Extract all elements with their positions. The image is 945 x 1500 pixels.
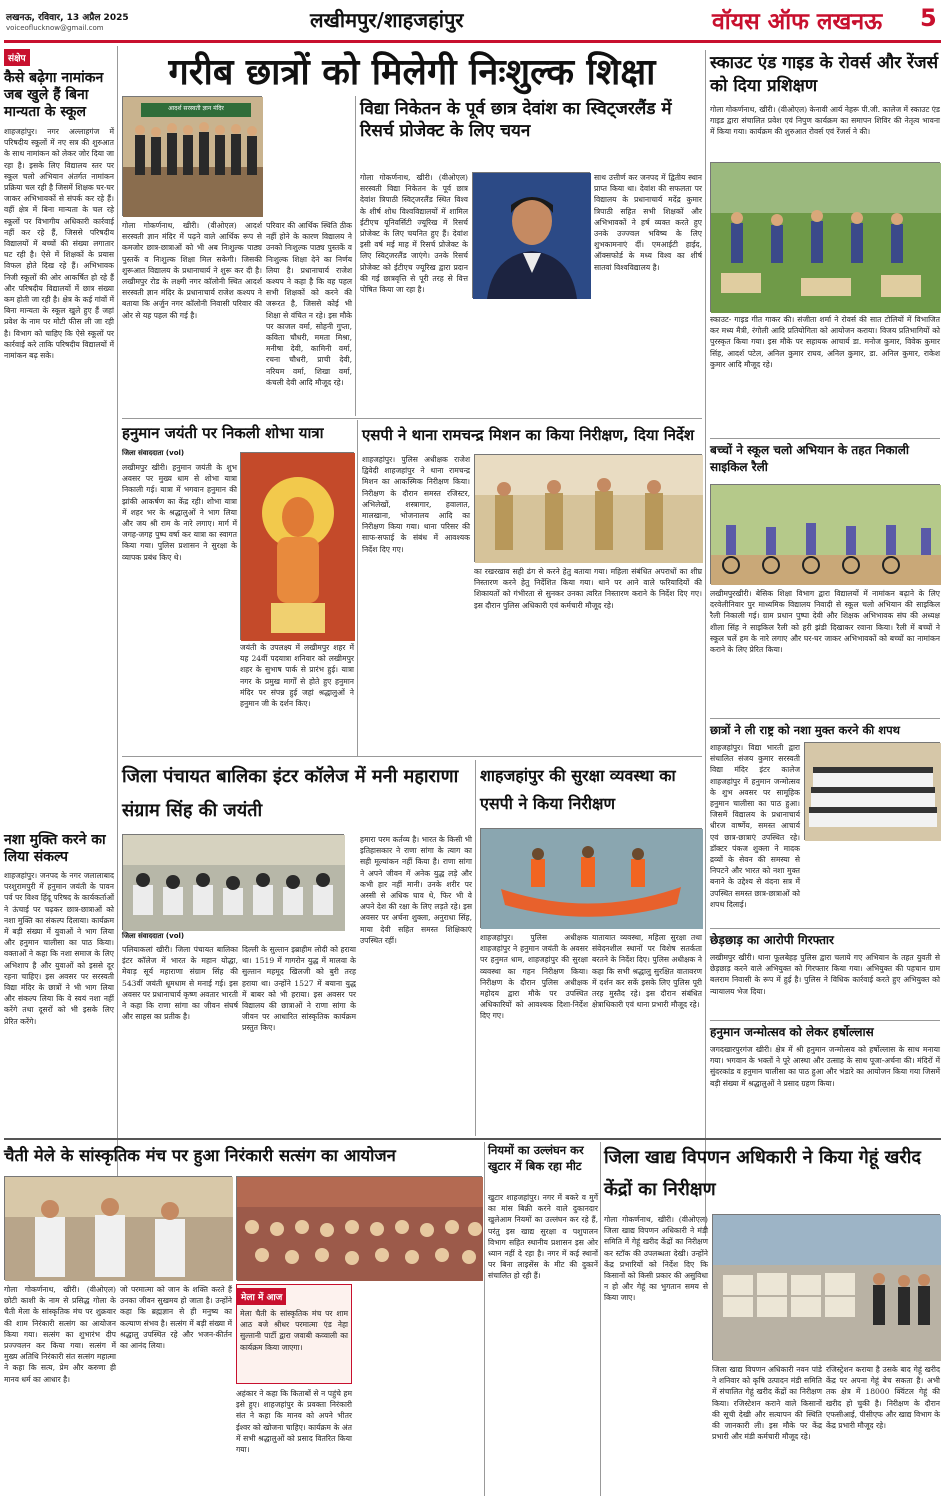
chaiti-photo-2 xyxy=(236,1176,482,1280)
portrait-photo xyxy=(472,172,590,298)
suraksha-headline: शाहजहांपुर की सुरक्षा व्यवस्था का एसपी ने किया निरीक्षण xyxy=(480,766,676,813)
col-rule-3 xyxy=(705,50,706,1236)
cycle-photo xyxy=(710,484,940,584)
rule-chhed xyxy=(710,1020,940,1021)
nasha-body: शाहजहांपुर। विद्या भारती द्वारा संचालित संजय कुमार सरस्वती विद्या मंदिर इंटर कालेज शाहजहांपुर में हनुमान जन्मोत्सव के शुभ अवसर पर सामूहिक हनुमान चालीसा का पाठ हुआ। जिसमें विद्यालय के प्रधानाचार्य धीरज वार्ष्णेय, समस्त आचार्य एवं छात्र-छात्राएं उपस्थित रहे। डॉक्टर पंकज शुक्ला ने मादक द्रव्यों के सेवन की समस्या से निपटने और भारत को नशा मुक्त बनाने के उद्देश्य से वंदना सत्र में उपस्थित समस्त छात्र-छात्राओं को शपथ दिलाई। xyxy=(710,743,800,909)
rule-nasha xyxy=(710,928,940,929)
col-rule-1 xyxy=(117,46,118,1232)
hanuman-photo xyxy=(240,452,354,640)
school-banner-label: आदर्श सरस्वती ज्ञान मंदिर xyxy=(168,105,224,112)
masthead-rule xyxy=(4,40,941,43)
sp-ram-body-2: का रखरखाव सही ढंग से करने हेतु बताया गया। महिला संबंधित अपराधों का शीघ्र निस्तारण करने हेतु निर्देशित किया गया। थाने पर आने वाले फरियादियों की शिकायतों को गंभीरता से सुनकर उनका त्वरित निस्तारण कराने के निर्देश दिए गए। इस दौरान पुलिस अधिकारी एवं कर्मचारी मौजूद रहे। xyxy=(474,567,702,610)
shobha-headline: हनुमान जयंती पर निकली शोभा यात्रा xyxy=(122,424,324,442)
chaiti-photo-1 xyxy=(4,1176,232,1280)
col-rule-mid-2 xyxy=(475,760,476,1136)
col-rule-mid xyxy=(357,420,358,756)
email: voiceoflucknow@gmail.com xyxy=(6,24,104,32)
hanjanm-headline: हनुमान जन्मोत्सव को लेकर हर्षोल्लास xyxy=(710,1025,874,1039)
chaiti-body-3: अहंकार ने कहा कि किताबों से न पहुंचे हम इसे हुए। शाहजहांपुर के प्रवक्ता निरंकारी संत ने कहा कि मानव को अपने भीतर ईश्वर को खोजना चाहिए। कार्यक्रम के अंत में सभी श्रद्धालुओं को प्रसाद वितरित किया गया। xyxy=(236,1389,352,1455)
chaiti-body-2: जो परमात्मा को जान के शक्ति करते हैं उनका जीवन सुखमय हो जाता है। उन्होंने कहा कि ब्रह्मज्ञान से ही मनुष्य का कल्याण संभव है। सत्संग में बड़ी संख्या में श्रद्धालु उपस्थित रहे और भजन-कीर्तन का आनंद लिया। xyxy=(120,1285,232,1351)
cycle-headline: बच्चों ने स्कूल चलो अभियान के तहत निकाली साइकिल रैली xyxy=(710,443,909,474)
page-number: 5 xyxy=(920,4,937,32)
chaiti-headline: चैती मेले के सांस्कृतिक मंच पर हुआ निरंकारी सत्संग का आयोजन xyxy=(4,1146,396,1165)
gehu-body-3: रजिस्ट्रेशन कराया है उसके बाद गेहूं खरीद केंद्र पर अपना गेहूं बेच सकता है। अभी तक क्षेत्र में 18000 क्विंटल गेहूं की खरीद हो चुकी है। निरीक्षण के दौरान एफसीआई, पीसीएफ और खाद्य विभाग के केंद्र प्रभारी मौजूद रहे। xyxy=(826,1365,940,1431)
meat-headline: नियमों का उल्लंघन कर खुटार में बिक रहा मीट xyxy=(488,1143,584,1173)
swiss-body-1: गोला गोकर्णनाथ, खीरी। (वीओएल) सरस्वती विद्या निकेतन के पूर्व छात्र देवांश त्रिपाठी स्विट्जरलैंड स्थित विश्व के शीर्ष शोध विश्वविद्यालयों में शामिल ईटीएच यूनिवर्सिटी ज्यूरिख में रिसर्च प्रोजेक्ट के लिए चयनित हुए हैं। देवांश इसी वर्ष मई माह में रिसर्च प्रोजेक्ट के लिए स्विट्जरलैंड जाएंगे। उनके रिसर्च प्रोजेक्ट को ईटीएच ज्यूरिख द्वारा प्रदान की गई छात्रवृत्ति से पूरी तरह से वित्त पोषित किया जा रहा है। xyxy=(360,173,468,295)
lead-headline: गरीब छात्रों को मिलेगी निःशुल्क शिक्षा xyxy=(168,52,656,93)
school-photo xyxy=(122,96,262,216)
mela-tag: मेला में आज xyxy=(237,1288,286,1305)
sangram-photo xyxy=(122,834,344,930)
lead-body-2: परिवार की आर्थिक स्थिति ठीक नहीं होने के कारण विद्यालय ने उनको निःशुल्क पाठ्य पुस्तकें व निःशुल्क शिक्षा देने का निर्णय लिया है। प्रधानाचार्य राजेश कश्यप ने कहा है कि वह पहल सभी शिक्षकों को करने की जरूरत है, जिससे कोई भी शिक्षा से वंचित न रहे। इस मौके पर काजल वर्मा, सोहनी गुप्ता, कविता चौधरी, ममता मिश्रा, मनीषा देवी, कामिनी वर्मा, रचना चौधरी, प्राची देवी, नरियम वर्मा, शिखा वर्मा, कंचली देवी आदि मौजूद रहे। xyxy=(266,221,352,387)
brief-headline-1: कैसे बढ़ेगा नामांकन जब खुले हैं बिना मान्यता के स्कूल xyxy=(4,70,104,120)
police-photo xyxy=(474,454,702,562)
nasha-photo xyxy=(804,742,940,840)
col-rule-bottom-1 xyxy=(484,1142,485,1496)
suraksha-body-2: यातायात व्यवस्था, महिला सुरक्षा तथा संवेदनशील स्थानों पर विशेष सतर्कता बरतने के निर्देश दिए। पुलिस अधीक्षक ने कहा कि सभी श्रद्धालु सुरक्षित वातावरण में दर्शन कर सकें इसके लिए पुलिस पूरी तरह मुस्तैद रहे। इस दौरान संबंधित क्षेत्राधिकारी एवं थाना प्रभारी मौजूद रहे। xyxy=(592,933,702,1010)
sp-ram-headline: एसपी ने थाना रामचन्द्र मिशन का किया निरीक्षण, दिया निर्देश xyxy=(362,426,695,444)
sangram-byline: जिला संवाददाता (vol) xyxy=(122,932,185,940)
scout-headline: स्काउट एंड गाइड के रोवर्स और रेंजर्स को दिया प्रशिक्षण xyxy=(710,53,939,96)
cycle-body: लखीमपुरखीरी। बेसिक शिक्षा विभाग द्वारा विद्यालयों में नामांकन बढ़ाने के लिए दरवेलीनिवार पुर माध्यमिक विद्यालय निवादी से स्कूल चलो अभियान की साइकिल रैली निकाली गई। ग्राम प्रधान पुष्पा देवी और शिक्षक अभिभावक संघ की अध्यक्ष शीला सिंह ने साइकिल रैली को हरी झंडी दिखाकर रवाना किया। रैली में बच्चों ने स्कूल चलें हम के नारे लगाए और घर-घर जाकर अभिभावकों को बच्चों का नामांकन कराने के लिए प्रेरित किया। xyxy=(710,589,940,655)
brief-tag: संक्षेप xyxy=(4,49,30,66)
gehu-body-2: जिला खाद्य विपणन अधिकारी नवन पांडे ने शनिवार को कृषि उत्पादन मंडी समिति में संचालित गेहूं खरीद केंद्रों का निरीक्षण किया। रजिस्टेशन कराने वाले किसानों की सूची देखी और सत्यापन की स्थिति की जानकारी ली। इस मौके पर केंद्र प्रभारी और मंडी कर्मचारी मौजूद रहे। xyxy=(712,1365,822,1442)
rule-mid-2 xyxy=(122,756,702,757)
nasha-body-cont xyxy=(804,842,940,884)
brief-headline-2: नशा मुक्ति करने का लिया संकल्प xyxy=(4,832,106,865)
scout-body-1: गोला गोकर्णनाथ, खीरी। (वीओएल) केनावी आर्य नेहरू पी.जी. कालेज में स्काउट एंड गाइड द्वारा संचालित प्रवेश एवं निपुण कार्यक्रम का समापन शिविर की नेतृत्व भावना में किया गया। कार्यक्रम की शुरुआत रोवर्स एवं रेंजर्स ने की। xyxy=(710,105,940,137)
nasha-headline: छात्रों ने ली राष्ट्र को नशा मुक्त करने की शपथ xyxy=(710,723,900,737)
mela-box xyxy=(236,1284,352,1384)
paper-name: वॉयस ऑफ लखनऊ xyxy=(712,9,883,35)
sangram-headline: जिला पंचायत बालिका इंटर कॉलेज में मनी महाराणा संग्राम सिंह की जयंती xyxy=(122,766,459,821)
sangram-body-3: हमारा परम कर्तव्य है। भारत के किसी भी इतिहासकार ने राणा सांगा के त्याग का सही मूल्यांकन नहीं किया है। राणा सांगा ने अपने जीवन में अनेक युद्ध लड़े और कभी हार नहीं मानी। उनके शरीर पर अस्सी से अधिक घाव थे, फिर भी वे अपने देश की रक्षा के लिए लड़ते रहे। इस अवसर पर अर्चना शुक्ला, अनुराधा सिंह, माया देवी सहित समस्त शिक्षिकाएं उपस्थित रहीं। xyxy=(360,835,472,945)
gehu-photo xyxy=(712,1214,940,1360)
scout-photo xyxy=(710,162,940,312)
meat-body-1: खुटार शाहजहांपुर। नगर में बकरे व मुर्गे का मांस बिक्री करने वाले दुकानदार खुलेआम नियमों का उल्लंघन कर रहे हैं, परंतु इस खाद्य सुरक्षा व पशुपालन विभाग सहित स्थानीय प्रशासन इस ओर ध्यान नहीं दे रहा है। नगर में कई स्थानों पर बिना लाइसेंस के मीट की दुकानें संचालित हो रही हैं। xyxy=(488,1193,598,1281)
sp-ram-body-1: शाहजहांपुर। पुलिस अधीक्षक राजेश द्विवेदी शाहजहांपुर ने थाना रामचन्द्र मिशन का आकस्मिक निरीक्षण किया। निरीक्षण के दौरान समस्त रजिस्टर, अभिलेखों, शस्त्रागार, हवालात, मालखाना, भोजनालय आदि का निरीक्षण किया गया। थाना परिसर की साफ-सफाई के संबंध में आवश्यक निर्देश दिए गए। xyxy=(362,455,470,554)
lead-body-1: गोला गोकर्णनाथ, खीरी। (वीओएल) आदर्श सरस्वती ज्ञान मंदिर में पढ़ने वाले आर्थिक रूप से कमजोर छात्र-छात्राओं को भी अब निःशुल्क पाठ्य पुस्तकें व निःशुल्क शिक्षा मिल सकेगी। जिसकी शुरूआत विद्यालय के प्रधानाचार्य ने शुरू कर दी है। लखीमपुर रोड के लक्ष्मी नगर कॉलोनी स्थित आदर्श सरस्वती ज्ञान मंदिर के प्रधानाचार्य राजेश कश्यप ने बताया कि अर्जुन नगर कॉलोनी निवासी परिवार की ओर से यह पहल की गई है। xyxy=(122,221,262,320)
left-column xyxy=(4,46,114,1232)
section-title: लखीमपुर/शाहजहांपुर xyxy=(310,8,464,32)
shobha-body-2: जयंती के उपलक्ष्य में लखीमपुर शहर में यह 24वीं पदयात्रा शनिवार को लखीमपुर शहर के सुभाष पार्क से प्रारंभ हुई। यात्रा नगर के प्रमुख मार्गों से होते हुए हनुमान मंदिर पर संपन्न हुई जहां श्रद्धालुओं ने हनुमान जी के दर्शन किए। xyxy=(240,643,354,709)
swiss-headline: विद्या निकेतन के पूर्व छात्र देवांश का स्विट्जरलैंड में रिसर्च प्रोजेक्ट के लिए चयन xyxy=(360,99,672,141)
rule-bottom xyxy=(4,1138,941,1140)
rule-mid-1 xyxy=(122,418,702,419)
suraksha-body-1: शाहजहांपुर। पुलिस अधीक्षक शाहजहांपुर ने हनुमान जयंती के अवसर पर हनुमत धाम, शाहजहांपुर की सुरक्षा व्यवस्था का गहन निरीक्षण किया। निरीक्षण के दौरान पुलिस अधीक्षक महोदय द्वारा मौके पर उपस्थित अधिकारियों को आवश्यक दिशा-निर्देश दिए गए। xyxy=(480,933,588,1021)
dateline: लखनऊ, रविवार, 13 अप्रैल 2025 xyxy=(6,13,129,23)
sangram-body-1: पलियाकलां खीरी। जिला पंचायत बालिका इंटर कॉलेज में भारत के महान योद्धा, मेवाड़ सूर्य महाराणा संग्राम सिंह की 543वीं जयंती धूमधाम से मनाई गई। इस अवसर पर प्रधानाचार्य कृष्ण अवतार भारती ने कहा कि राणा सांगा का जीवन संघर्ष और साहस का प्रतीक है। xyxy=(122,945,238,1022)
chhed-body: लखीमपुर खीरी। थाना फूलबेहड़ पुलिस द्वारा चलाये गए अभियान के तहत युवती से छेड़छाड़ करने वाले अभियुक्त को गिरफ्तार किया गया। अभियुक्त की पहचान ग्राम बलराम निवासी के रूप में हुई है। पुलिस ने विधिक कार्रवाई करते हुए अभियुक्त को न्यायालय भेज दिया। xyxy=(710,953,940,996)
brief-body-2: शाहजहांपुर। जनपद के नगर जलालाबाद परशुरामपुरी में हनुमान जयंती के पावन पर्व पर विश्व हिंदू परिषद के कार्यकर्ताओं ने ऊंचाई पर चढ़कर छात्र-छात्राओं को नशा मुक्ति का संकल्प दिलाया। कार्यक्रम में बड़ी संख्या में युवाओं ने भाग लिया और हनुमान चालीसा का पाठ किया। वक्ताओं ने कहा कि नशा समाज के लिए अभिशाप है और युवाओं को इससे दूर रहना चाहिए। इस अवसर पर सरस्वती विद्या मंदिर के छात्रों ने भी भाग लिया और संकल्प लिया कि वे स्वयं नशा नहीं करेंगे तथा दूसरों को भी इसके लिए प्रेरित करेंगे। xyxy=(4,871,114,1026)
rule-scout xyxy=(710,438,940,439)
sangram-body-2: दिल्ली के सुल्तान इब्राहीम लोदी को हराया था। 1519 में गागरोन युद्ध में मालवा के सुल्तान महमूद खिलजी को बुरी तरह हराया था। उन्होंने 1527 में बयाना युद्ध में बाबर को भी हराया। इस अवसर पर विद्यालय की छात्राओं ने राणा सांगा के जीवन पर आधारित सांस्कृतिक कार्यक्रम प्रस्तुत किए। xyxy=(242,945,356,1033)
hanjanm-body: जगदखारपुरगंज खीरी। क्षेत्र में श्री हनुमान जन्मोत्सव को हर्षोल्लास के साथ मनाया गया। भगवान के भक्तों ने पूरे आस्था और उत्साह के साथ पूजा-अर्चना की। मंदिरों में सुंदरकांड व हनुमान चालीसा का पाठ हुआ और भंडारे का आयोजन किया गया जिसमें बड़ी संख्या में श्रद्धालुओं ने प्रसाद ग्रहण किया। xyxy=(710,1045,940,1088)
col-rule-2 xyxy=(355,96,356,416)
chaiti-body-4 xyxy=(356,1284,482,1496)
boat-photo xyxy=(480,828,702,928)
swiss-body-2: साथ उत्तीर्ण कर जनपद में द्वितीय स्थान प्राप्त किया था। देवांश की सफलता पर विद्यालय के प्रधानाचार्य मदेंद्र कुमार त्रिपाठी सहित सभी शिक्षकों और अभिभावकों ने हर्ष व्यक्त करते हुए उनके उज्ज्वल भविष्य के लिए शुभकामनाएं दीं। एमआईटी हाईद, ऑक्सफोर्ड के मध्य विश्व का शीर्ष सातवां विश्वविद्यालय है। xyxy=(594,173,702,272)
brief-body-1: शाहजहांपुर। नगर अल्लाहगंज में परिषदीय स्कूलों में नए सत्र की शुरुआत के साथ नामांकन को लेकर जोर दिया जा रहा है। इसके लिए विद्यालय स्तर पर स्कूल चलो अभियान अंतर्गत नामांकन प्रक्रिया चल रही है जिसमें शिक्षक घर-घर जाकर अभिभावकों से संपर्क कर रहे हैं। वहीं क्षेत्र में बिना मान्यता के चल रहे स्कूलों पर विभागीय अधिकारी कार्रवाई नहीं कर रहे हैं, जिससे परिषदीय विद्यालयों में बच्चों की संख्या लगातार घट रही है। ऐसे में शिक्षकों के प्रयास विफल होते दिख रहे हैं। अभिभावक निजी स्कूलों की ओर आकर्षित हो रहे हैं और परिषदीय विद्यालयों में छात्र संख्या कम होती जा रही है। क्षेत्र के कई गांवों में बिना मान्यता के स्कूल खुले हुए हैं जहां प्रवेश के नाम पर मोटी फीस ली जा रही है। विभाग को चाहिए कि ऐसे स्कूलों पर कार्रवाई करे ताकि परिषदीय विद्यालयों में नामांकन बढ़ सके। xyxy=(4,127,115,361)
shobha-byline: जिला संवाददाता (vol) xyxy=(122,449,185,457)
chaiti-body-1: गोला गोकर्णनाथ, खीरी। (वीओएल) छोटी काशी के नाम से प्रसिद्ध गोला के चैती मेला के सांस्कृतिक मंच पर शुक्रवार की शाम निरंकारी सत्संग का आयोजन किया गया। सत्संग का शुभारंभ दीप प्रज्ज्वलन कर किया गया। सत्संग में मुख्य अतिथि निरंकारी संत सत्संग महात्मा ने कहा कि सत्य, प्रेम और करुणा ही मानव धर्म का आधार है। xyxy=(4,1285,116,1384)
shobha-body-1: लखीमपुर खीरी। हनुमान जयंती के शुभ अवसर पर मुख्य धाम से शोभा यात्रा निकाली गई। यात्रा में भगवान हनुमान की झांकी आकर्षण का केंद्र रही। शोभा यात्रा में शहर भर के श्रद्धालुओं ने भाग लिया और जय श्री राम के नारे लगाए। मार्ग में जगह-जगह पुष्प वर्षा कर यात्रा का स्वागत किया गया। पुलिस प्रशासन ने सुरक्षा के व्यापक प्रबंध किए थे। xyxy=(122,463,237,562)
mela-text: मेला चैती के सांस्कृतिक मंच पर शाम आठ बजे श्रीधर परमात्मा एंड नेहा सुल्तानी पार्टी द्वारा जवाबी कव्वाली का कार्यक्रम किया जाएगा। xyxy=(240,1309,348,1352)
chhed-headline: छेड़छाड़ का आरोपी गिरफ्तार xyxy=(710,933,834,947)
gehu-headline: जिला खाद्य विपणन अधिकारी ने किया गेहूं खरीद केंद्रों का निरीक्षण xyxy=(604,1147,921,1200)
scout-body-2: स्काउट- गाइड गीत गाकर की। संजीता शर्मा ने रोवर्स की सात टोलियों में विभाजित कर मध्य मैत्री, रंगोली आदि प्रतियोगिता को आयोजन कराया। विजय प्रतिभागियों को पुरस्कृत किया गया। इस मौके पर सहायक आचार्य डा. मनोज कुमार, विवेक कुमार सिंह, आदर्श पटेल, अनिल कुमार राघव, अनिल कुमार, डा. अनिल कुमार, राकेश कुमार आदि मौजूद रहे। xyxy=(710,315,940,369)
gehu-body-1: गोला गोकर्णनाथ, खीरी। (वीओएल) जिला खाद्य विपणन अधिकारी ने मंडी समिति में गेहूं खरीद केंद्रों का निरीक्षण कर स्टॉक की उपलब्धता देखी। उन्होंने केंद्र प्रभारियों को निर्देश दिए कि किसानों को किसी प्रकार की असुविधा न हो और गेहूं का भुगतान समय से किया जाए। xyxy=(604,1215,708,1303)
col-rule-bottom-2 xyxy=(600,1142,601,1496)
rule-cycle xyxy=(710,718,940,719)
